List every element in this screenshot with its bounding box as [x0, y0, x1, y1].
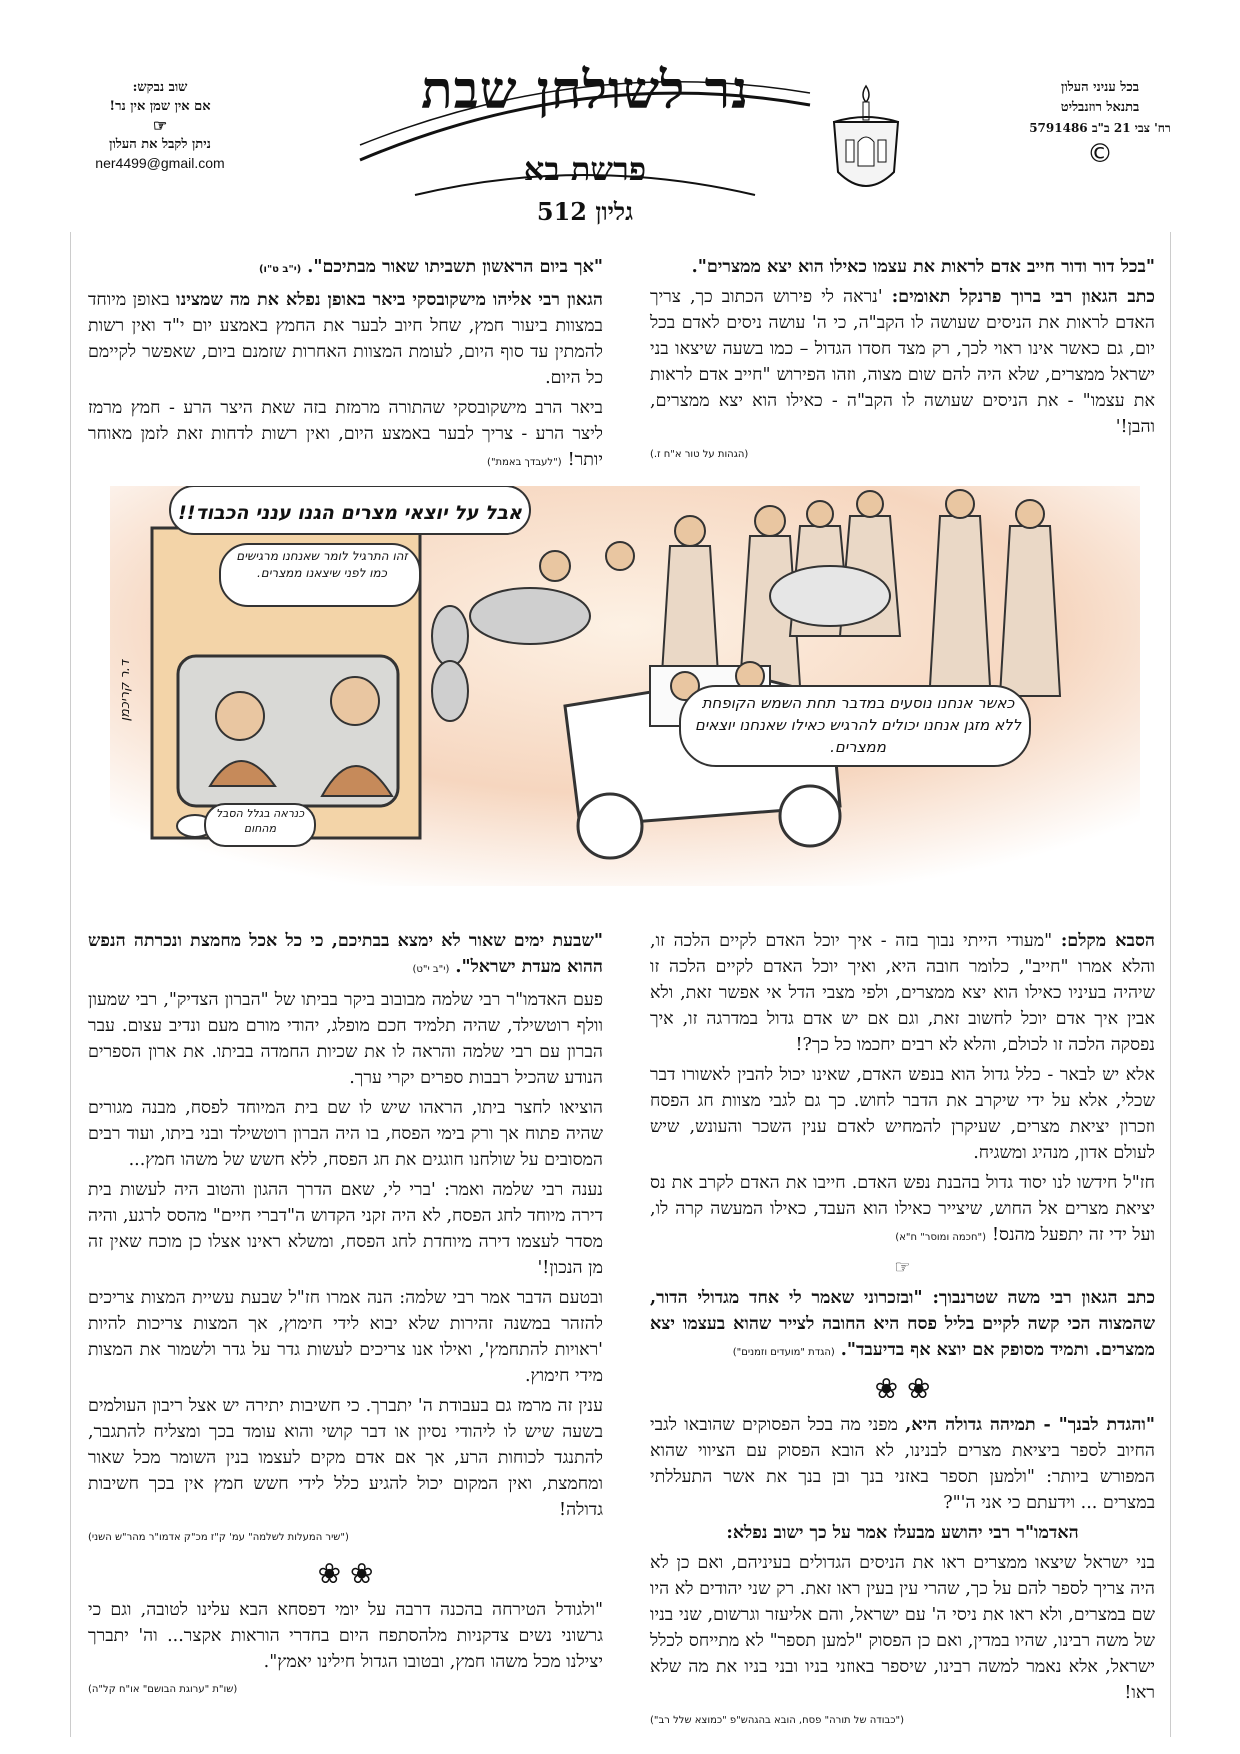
cartoonist-signature: ד.ר קריכמן [118, 660, 133, 722]
header-left-line1: שוב נבקש: [132, 80, 188, 95]
header-left-line2: אם אין שמן אין נר! [109, 99, 211, 114]
article-source: (שו"ת "ערוגת הבושם" או"ח קל"ה) [88, 1684, 238, 1695]
header-right-info [1000, 78, 1200, 169]
header-left-line3: ניתן לקבל את העלון [109, 137, 211, 152]
article-body-6: "ולגודל הטירחה בהכנה דרבה על יומי דפסחא הבא עלינו לטובה, וגם כי גרשוני נשים צדקניות מלהסתפח היום בחדרי הוראות אקצר... וה' יתברך יצילנו מכל משהו חמץ, ובטובו הגדול חילינו יאמץ". [88, 1600, 603, 1672]
issue-number: גליון 512 [536, 197, 634, 226]
contact-email[interactable]: ner4499@gmail.com [95, 155, 225, 171]
article-body-2: הוציאו לחצר ביתו, הראהו שיש לו שם בית המיוחד לפסח, מבנה מגורים שהיה פתוח אך ורק בימי הפסח, בו היה הברון רוטשילד ובני ביתו, ועוד רבים המסובים על שולחנו חוגגים את חג הפסח, ללא חשש של משהו חמץ... [88, 1098, 603, 1170]
article-source: (הגהות על טור א"ח ז.) [650, 449, 749, 460]
article-lead: הסבא מקלם: [1060, 931, 1155, 951]
header-right-line1: בכל עניני העלון [1061, 80, 1139, 95]
pointing-hand-icon: ☞ [152, 116, 168, 135]
page-border-left [70, 232, 71, 1737]
copyright-icon: © [1087, 139, 1113, 169]
article-body [650, 284, 1155, 440]
article-source: ("שיר המעלות לשלמה" עמ' ק"ז מכ"ק אדמו"ר מהר"ש השני) [88, 1532, 349, 1543]
page-border-right [1170, 232, 1171, 1737]
pointing-hand-icon: ☞ [894, 1257, 911, 1278]
bottom-left-article [88, 928, 603, 1703]
article-body-1: הגאון רבי אליהו מישקובסקי ביאר באופן נפלא את מה שמצינו באופן מיוחד במצוות ביעור חמץ, שחל חיוב לבער את החמץ באמצע יום י"ד ואין רשות להמתין עד סוף היום, לעומת המצוות האחרות שזמנם ביום, שאפשר לקיימם כל היום. [88, 290, 603, 388]
cartoon-bubble-bottom: כאשר אנחנו נוסעים במדבר תחת השמש הקופחת ללא מזגן אנחנו יכולים להרגיש כאילו שאנחנו יוצאים ממצרים. [694, 694, 1022, 756]
article-body-5: ענין זה מרמז גם בעבודת ה' יתברך. כי חשיבות יתירה יש אצל ריבון העולמים בשעה שיש לו ליהודי נסיון או דבר קושי והוא עומד בכך ומצליח להתגבר, להתנגד לכוחות הרע, אך אם אדם מקים לעצמו בנין השומר מכל שאור ומחמצת, ואין המקום יכול להגיע כלל לידי חשש חמץ אין בכך חשיבות גדולה! [88, 1396, 603, 1520]
article-body-2: ביאר הרב מישקובסקי שהתורה מרמזת בזה שאת היצר הרע - חמץ מרמז ליצר הרע - צריך לבער באמצע היום, ואין רשות לדחות זאת לזמן מאוחר יותר!("לעבדך באמת") [88, 395, 603, 476]
quote-source: (י"ב ט"ו) [258, 264, 302, 275]
article-body-4: "והגדת לבנך" - תמיהה גדולה היא, מפני מה בכל הפסוקים שהובאו לגבי החיוב לספר ביציאת מצרים לבנינו, לא הובא הפסוק עם הציווי שהוא המפורש ביותר: "ולמען תספר באזני בנך ובן בנך את אשר התעללתי במצרים ... וידעתם כי אני ה'"? [650, 1415, 1155, 1513]
article-body-4: ובטעם הדבר אמר רבי שלמה: הנה אמרו חז"ל שבעת עשיית המצות צריכים להזהר במשנה זהירות שלא יבוא לידי חימוץ, אך המצות צריכות להיות 'ראויות להתחמץ', ואילו אנו צריכים לעשות גדר על גדר ולשמור את המצות מידי חימוץ. [88, 1288, 603, 1386]
article-text: 'נראה לי פירוש הכתוב כך, צריך האדם לראות את הניסים שעושה לו הקב"ה, כי ה' עושה ניסים לאדם בכל יום, גם כאשר אינו ראוי לכך, רק מצד חסדו הגדול – כמו בשעה שיצאו בני ישראל ממצרים, שלא היה להם שום מצוה, וזהו הפירוש "חייב אדם לראות את עצמו" - את הניסים שעושה לו הקב"ה - כאילו הוא יצא ממצרים, והבן!' [650, 287, 1155, 437]
cartoon-bubble-bird: כנראה בגלל הסבל מהחום [215, 807, 305, 835]
quote-source: (י"ב י"ט) [412, 964, 450, 975]
masthead-title: נר לשולחן שבת [420, 60, 750, 121]
flower-ornament-icon: ❀ ❀ [317, 1557, 374, 1590]
quote-box-source: (הגדת "מועדים וזמנים") [732, 1347, 835, 1358]
article-body-3: חז"ל חידשו לנו יסוד גדול בהבנת נפש האדם. חייבו את האדם לקרב את נס יציאת מצרים אל החוש, שיצייר כאילו הוא העבד, כאילו המעשה קרה לו, ועל ידי זה יתפעל מהנס!("חכמה ומוסר" ח"א) [650, 1170, 1155, 1251]
article-body-1: הסבא מקלם: "מעודי הייתי נבוך בזה - איך יוכל האדם לקיים הלכה זו, והלא אמרו "חייב", כלומר חובה היא, ואיך יוכל האדם לקיים הלכה זו שיהיה בעיניו כאילו הוא יצא ממצרים, ולפי מצבי הדל אי אפשר זאת, ולא אבין איך אדם יוכל לחשוב זאת, וגם אם יש אדם גדול במדרגה זו, איך נפסקה הלכה זו לכולם, והלא לא רבים יחכמו כל כך?! [650, 931, 1155, 1055]
article-quote: "שבעת ימים שאור לא ימצא בבתיכם, כי כל אכל מחמצת ונכרתה הנפש ההוא מעדת ישראל".(י"ב י"ט) [88, 928, 603, 983]
bottom-right-article [650, 928, 1155, 1734]
top-left-article [88, 254, 603, 480]
article-body-3: נענה רבי שלמה ואמר: 'ברי לי, שאם הדרך ההגון והטוב היה לעשות בית דירה מיוחד לחג הפסח, לא היה זקני הקדוש ה"דברי חיים" מהסס לרגע, והיה מסדר לעצמו דירה מיוחדת לחג הפסח, ומשלא ראינו אצלו כן מוכח שאין זה מן הנכון!' [88, 1180, 603, 1278]
cartoon-bubble-car: זהו התרגיל לומר שאנחנו מרגישים כמו לפני שיצאנו ממצרים. [236, 549, 408, 580]
article-body-2: אלא יש לבאר - כלל גדול הוא בנפש האדם, שאינו יכול להבין לאשורו דבר שכלי, אלא על ידי שיקרב את הדבר לחוש. כך גם לגבי מצוות חג הפסח וזכרון יציאת מצרים, שעיקרן להמחיש לאדם ענין השכר והעונש, שיש לעולם אדון, מנהיג ומשגיח. [650, 1065, 1155, 1163]
article-quote: "אך ביום הראשון תשביתו שאור מבתיכם".(י"ב ט"ו) [88, 254, 603, 283]
article-source: ("לעבדך באמת") [487, 457, 562, 468]
article-lead: הגאון רבי אליהו מישקובסקי ביאר באופן נפלא את מה שמצינו [176, 290, 603, 310]
header-left-info [60, 78, 260, 173]
quote-box: כתב הגאון רבי משה שטרנבוך: "ובזכרוני שאמר לי אחד מגדולי הדור, שהמצוה הכי קשה לקיים בליל פסח היא החובה לצייר שהוא בעצמו יצא ממצרים. ותמיד מסופק אם יוצא אף בדיעבד".(הגדת "מועדים וזמנים") [650, 1285, 1155, 1366]
article-lead: כתב הגאון רבי ברוך פרנקל תאומים: [891, 287, 1155, 307]
flower-ornament-icon: ❀ ❀ [874, 1372, 931, 1405]
top-right-article [650, 254, 1155, 468]
article-source: ("כבודה של תורה" פסח, הובא בהגהש"פ "כמוצא שלל רב") [650, 1715, 905, 1726]
cartoon-bubble-top: אבל על יוצאי מצרים הגנו ענני הכבוד!! [178, 502, 522, 524]
article-body-5: בני ישראל שיצאו ממצרים ראו את הניסים הגדולים בעיניהם, ואם כן לא היה צריך לספר להם על כך, שהרי עין בעין ראו זאת. רק שני יהודים לא היו שם במצרים, ולא ראו את ניסי ה' עם ישראל, והם אליעזר וגרשום, שני בניו של משה רבינו, שהיו במדין, ואם כן הפסוק "למען תספר" לא מתייחס לכלל ישראל, אלא נאמר למשה רבינו, שיספר באוזני בניו ובני בניו את מה שלא ראו! [650, 1553, 1155, 1703]
article-source: ("חכמה ומוסר" ח"א) [895, 1232, 986, 1243]
article-quote: "בכל דור ודור חייב אדם לראות את עצמו כאילו הוא יצא ממצרים". [691, 257, 1155, 277]
article-subheading: האדמו"ר רבי יהושע מבעלז אמר על כך ישוב נפלא: [726, 1523, 1079, 1543]
parsha-name: פרשת בא [523, 150, 647, 188]
candle-emblem-icon [830, 82, 902, 200]
article-body-1: פעם האדמו"ר רבי שלמה מבובוב ביקר בביתו של "הברון הצדיק", רבי שמעון וולף רוטשילד, שהיה תלמיד חכם מופלג, יהודי מורם מעם ונדיב עצום. עבר הברון עם רבי שלמה והראה לו את שכיות החמדה בביתו. את ארון הספרים הנודע שהכיל רבבות ספרים יקרי ערך. [88, 990, 603, 1088]
header-right-line3: רח' צבי 21 ב"ב 5791486 [1029, 121, 1171, 135]
header-right-line2: בתנאל רוזנבליט [1060, 100, 1140, 115]
